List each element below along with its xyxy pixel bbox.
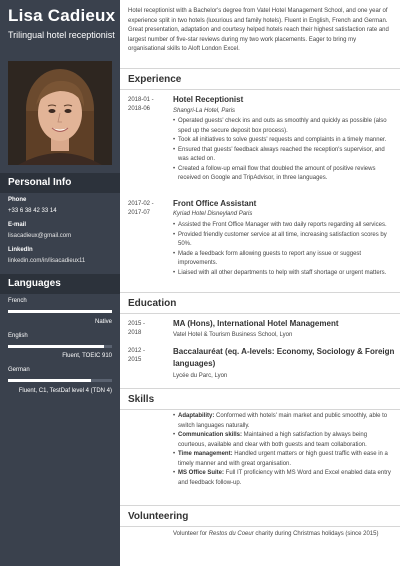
profile-summary: Hotel receptionist with a Bachelor's degree from Vatel Hotel Management School, and one year of experience split in two hotels (luxurious and family hotels). Fluent in English, French and German. Great presentation, adaptation and courtesy helped hotels reach their highest satisfaction rate and largest number of five-star reviews during my two work placements. Eager to bring my organisational skills to Aloft London Excel. <box>128 8 389 53</box>
language-name: French <box>8 298 27 304</box>
education-heading: Education <box>128 298 177 309</box>
job-date <box>128 96 168 114</box>
email-link[interactable]: lisacadieux@gmail.com <box>8 233 72 239</box>
languages-heading: Languages <box>0 274 120 294</box>
job-title: Front Office Assistant <box>173 199 257 208</box>
experience-heading: Experience <box>128 74 182 85</box>
section-divider <box>120 409 400 410</box>
degree-title: MA (Hons), International Hotel Management <box>173 319 339 328</box>
skill-item <box>173 412 395 431</box>
list-item: • Liaised with all other departments to help with staff shortage or urgent matters. <box>173 269 395 279</box>
date-end: 2018-06 <box>128 106 151 112</box>
phone-value: +33 6 38 42 33 14 <box>8 208 57 214</box>
school-name: Lycée du Parc, Lyon <box>173 373 228 379</box>
skill-name: Communication skills: <box>178 432 243 438</box>
skill-name: Time management: <box>178 451 233 457</box>
language-level: Fluent, TOEIC 910 <box>62 353 112 359</box>
skills-list <box>173 412 395 488</box>
list-item: • Operated guests' check ins and outs as smoothly and quickly as possible (also sped up the secure deposit box process). <box>173 117 395 136</box>
skill-item <box>173 431 395 450</box>
date-start: 2017-02 - <box>128 201 154 207</box>
section-divider <box>120 526 400 527</box>
language-level: Native <box>94 319 112 325</box>
section-divider <box>120 505 400 506</box>
skill-name: MS Office Suite: <box>178 470 225 476</box>
volunteering-heading: Volunteering <box>128 511 189 522</box>
degree-title: Baccalauréat (eq. A-levels: Economy, Sociology & Foreign languages) <box>173 347 395 368</box>
skill-item <box>173 469 395 488</box>
job-bullets <box>173 221 395 278</box>
job-bullets <box>173 117 395 184</box>
volunteering-prefix: Volunteer for <box>173 531 209 537</box>
language-bar-fill <box>8 310 112 313</box>
list-item: • Made a feedback form allowing guests to report any issue or suggest improvements. <box>173 250 395 269</box>
section-divider <box>120 292 400 293</box>
sidebar <box>0 0 120 566</box>
list-item: • Provided friendly customer service at all time, increasing satisfaction scores by 50%. <box>173 231 395 250</box>
education-date <box>128 320 168 338</box>
main-content <box>120 0 400 566</box>
job-place: Kyriad Hotel Disneyland Paris <box>173 211 253 217</box>
candidate-role: Trilingual hotel receptionist <box>8 30 115 40</box>
list-item: • Ensured that guests' feedback always reached the reception's supervisor, and was acted on. <box>173 146 395 165</box>
language-bar-fill <box>8 345 104 348</box>
education-date <box>128 347 168 365</box>
date-start: 2018-01 - <box>128 97 154 103</box>
linkedin-label: LinkedIn <box>8 247 33 253</box>
skill-item <box>173 450 395 469</box>
language-bar <box>8 345 112 348</box>
skills-heading: Skills <box>128 394 155 405</box>
language-name: German <box>8 367 30 373</box>
section-divider <box>120 68 400 69</box>
section-divider <box>120 313 400 314</box>
school-name: Vatel Hotel & Tourism Business School, Lyon <box>173 332 293 338</box>
personal-info-heading: Personal Info <box>0 173 120 193</box>
candidate-name: Lisa Cadieux <box>8 6 116 25</box>
phone-label: Phone <box>8 197 27 203</box>
list-item: • Created a follow-up email flow that doubled the amount of positive reviews received on Google and TripAdvisor, in three languages. <box>173 165 395 184</box>
skill-text: Handled urgent matters or high guest traffic with ease in a timely manner and with great organisation. <box>178 451 388 467</box>
section-divider <box>120 388 400 389</box>
list-item: • Assisted the Front Office Manager with two daily reports regarding all services. <box>173 221 395 231</box>
section-divider <box>120 89 400 90</box>
volunteering-suffix: charity during Christmas holidays (since 2015) <box>253 531 379 537</box>
date-start: 2012 - <box>128 348 146 354</box>
skill-text: Full IT proficiency with MS Word and Excel enabled data entry and feedback follow-up. <box>178 470 391 486</box>
job-title: Hotel Receptionist <box>173 95 244 104</box>
language-bar <box>8 379 112 382</box>
skill-text: Conformed with hotels' main market and public smoothly, able to switch languages naturally. <box>178 413 388 429</box>
email-label: E-mail <box>8 222 27 228</box>
linkedin-link[interactable]: linkedin.com/in/lisacadieux11 <box>8 258 86 264</box>
list-item: • Took all initiatives to solve guests' requests and complaints in a timely manner. <box>173 136 395 146</box>
skill-text: Maintained a high satisfaction by always being courteous, available and clear with both guests and team collaboration. <box>178 432 368 448</box>
language-bar <box>8 310 112 313</box>
date-start: 2015 - <box>128 321 146 327</box>
volunteering-text <box>173 531 378 537</box>
date-end: 2017-07 <box>128 210 151 216</box>
language-level: Fluent, C1, TestDaf level 4 (TDN 4) <box>18 388 112 394</box>
language-bar-fill <box>8 379 91 382</box>
date-end: 2018 <box>128 330 142 336</box>
job-date <box>128 200 168 218</box>
skill-name: Adaptability: <box>178 413 215 419</box>
profile-photo <box>8 61 112 165</box>
job-place: Shangri-La Hotel, Paris <box>173 108 236 114</box>
volunteering-org: Restos du Coeur <box>208 531 254 537</box>
language-name: English <box>8 333 28 339</box>
date-end: 2015 <box>128 357 142 363</box>
